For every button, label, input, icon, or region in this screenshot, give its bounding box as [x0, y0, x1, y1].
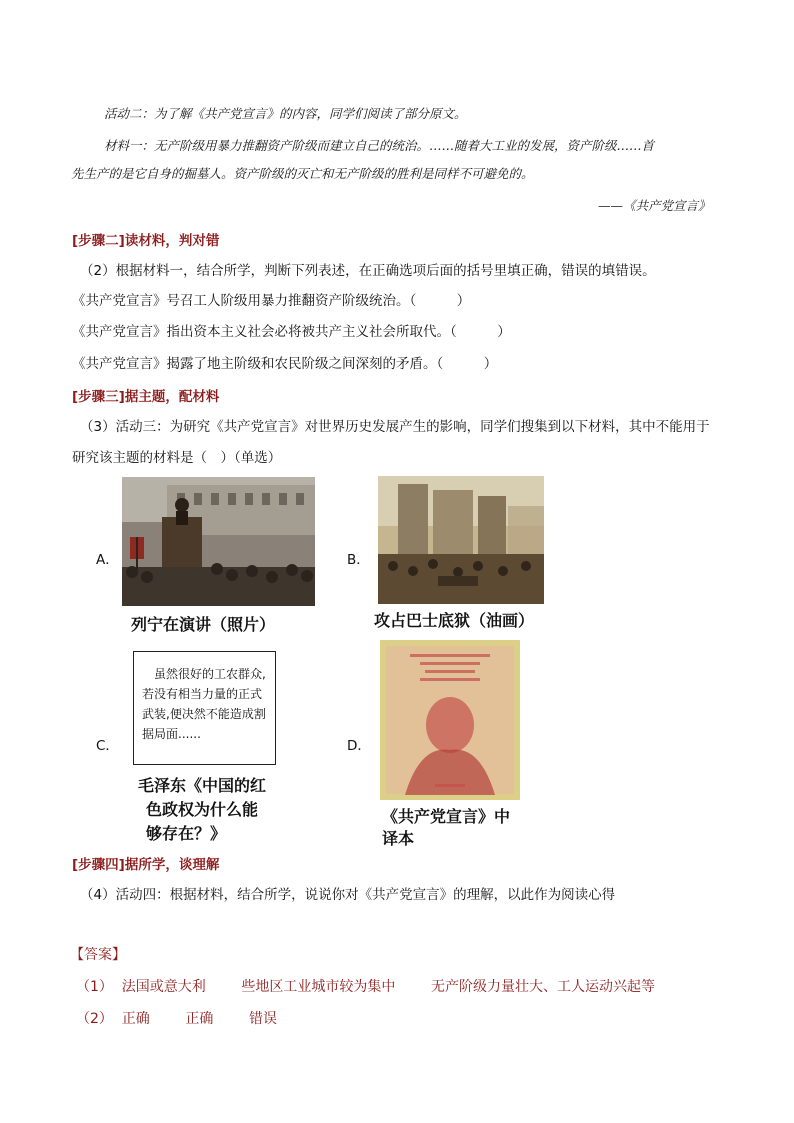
step2-item-1: 《共产党宣言》号召工人阶级用暴力推翻资产阶级统治。（ ） — [72, 293, 471, 309]
step2-item-2: 《共产党宣言》指出资本主义社会必将被共产主义社会所取代。（ ） — [72, 324, 511, 340]
option-b-caption: 攻占巴士底狱（油画） — [374, 611, 535, 630]
option-a-label: A． — [96, 552, 119, 568]
option-d-caption-line1: 《共产党宣言》中 — [382, 807, 511, 826]
step3-question-line1: （3）活动三：为研究《共产党宣言》对世界历史发展产生的影响，同学们搜集到以下材料，其中不能用于 — [80, 419, 710, 435]
option-c-caption-line1: 毛泽东《中国的红 — [138, 776, 267, 795]
option-c-caption-line3: 够存在？》 — [146, 824, 227, 843]
material1-line2: 先生产的是它自身的掘墓人。资产阶级的灭亡和无产阶级的胜利是同样不可避免的。 — [71, 166, 534, 181]
lenin-speech-photo — [122, 477, 315, 606]
option-d-label: D． — [347, 738, 371, 754]
step4-question: （4）活动四：根据材料，结合所学，说说你对《共产党宣言》的理解，以此作为阅读心得 — [80, 887, 616, 903]
option-c-label: C． — [96, 738, 119, 754]
option-c-caption-line2: 色政权为什么能 — [146, 800, 259, 819]
step3-question-line2: 研究该主题的材料是（ ）（单选） — [72, 450, 282, 466]
step2-heading: [步骤二]读材料，判对错 — [72, 233, 220, 249]
answer-line2: （2） 正确 正确 错误 — [76, 1011, 278, 1027]
mao-quote-box — [133, 651, 276, 765]
step2-item-3: 《共产党宣言》揭露了地主阶级和农民阶级之间深刻的矛盾。（ ） — [72, 356, 498, 372]
bastille-painting — [378, 476, 544, 604]
answer-line1: （1） 法国或意大利 些地区工业城市较为集中 无产阶级力量壮大、工人运动兴起等 — [76, 979, 656, 995]
option-b-label: B． — [347, 552, 370, 568]
step2-question: （2）根据材料一，结合所学，判断下列表述，在正确选项后面的括号里填正确，错误的填错误。 — [80, 263, 656, 279]
option-d-caption-line2: 译本 — [382, 829, 415, 848]
answer-heading: 【答案】 — [70, 947, 126, 963]
manifesto-cover-image — [380, 640, 520, 800]
material1-line1: 材料一：无产阶级用暴力推翻资产阶级而建立自己的统治。……随着大工业的发展，资产阶级……首 — [104, 138, 655, 153]
material1-source: ——《共产党宣言》 — [598, 198, 711, 213]
activity2-intro: 活动二：为了解《共产党宣言》的内容，同学们阅读了部分原文。 — [104, 106, 467, 121]
step3-heading: [步骤三]据主题，配材料 — [72, 389, 220, 405]
step4-heading: [步骤四]据所学，谈理解 — [72, 857, 220, 873]
mao-quote-text: 虽然很好的工农群众,若没有相当力量的正式武装,便决然不能造成割据局面...... — [142, 667, 266, 741]
option-a-caption: 列宁在演讲（照片） — [131, 615, 276, 634]
